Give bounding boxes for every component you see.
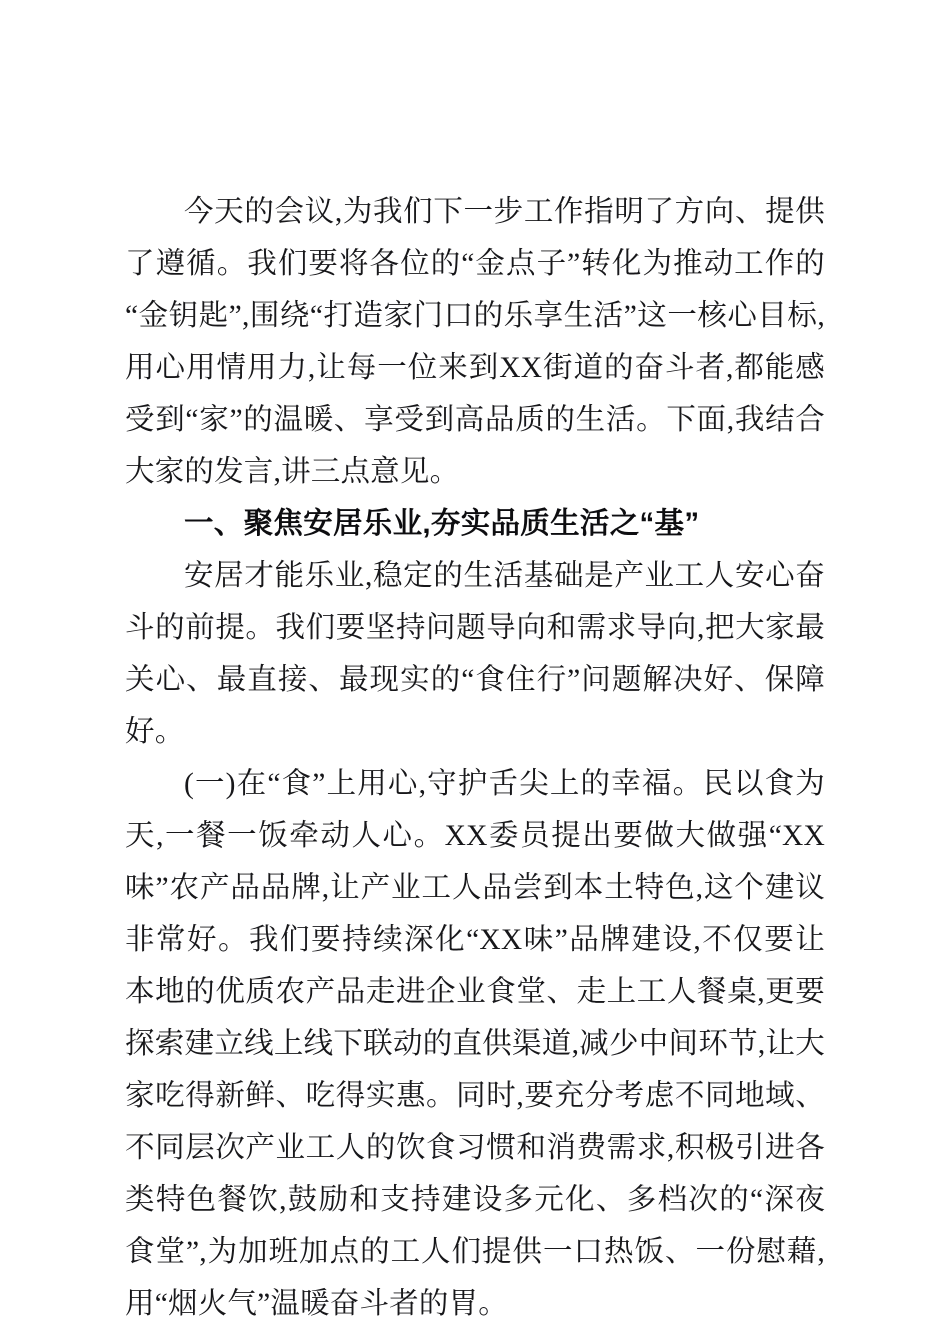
page-bottom-whitespace xyxy=(125,1330,825,1344)
paragraph-section1-lead: 安居才能乐业,稳定的生活基础是产业工人安心奋斗的前提。我们要坚持问题导向和需求导向,把大家最关心、最直接、最现实的“食住行”问题解决好、保障好。 xyxy=(125,560,825,748)
section-heading-1: 一、聚焦安居乐业,夯实品质生活之“基” xyxy=(184,507,700,540)
paragraph-intro: 今天的会议,为我们下一步工作指明了方向、提供了遵循。我们要将各位的“金点子”转化为推动工作的“金钥匙”,围绕“打造家门口的乐享生活”这一核心目标,用心用情用力,让每一位来到XX街道的奋斗者,都能感受到“家”的温暖、享受到高品质的生活。下面,我结合大家的发言,讲三点意见。 xyxy=(125,196,825,488)
document-body xyxy=(125,186,825,1344)
paragraph-section1-item1: (一)在“食”上用心,守护舌尖上的幸福。民以食为天,一餐一饭牵动人心。XX委员提出要做大做强“XX味”农产品品牌,让产业工人品尝到本土特色,这个建议非常好。我们要持续深化“XX味”品牌建设,不仅要让本地的优质农产品走进企业食堂、走上工人餐桌,更要探索建立线上线下联动的直供渠道,减少中间环节,让大家吃得新鲜、吃得实惠。同时,要充分考虑不同地域、不同层次产业工人的饮食习惯和消费需求,积极引进各类特色餐饮,鼓励和支持建设多元化、多档次的“深夜食堂”,为加班加点的工人们提供一口热饭、一份慰藉,用“烟火气”温暖奋斗者的胃。 xyxy=(125,768,825,1320)
